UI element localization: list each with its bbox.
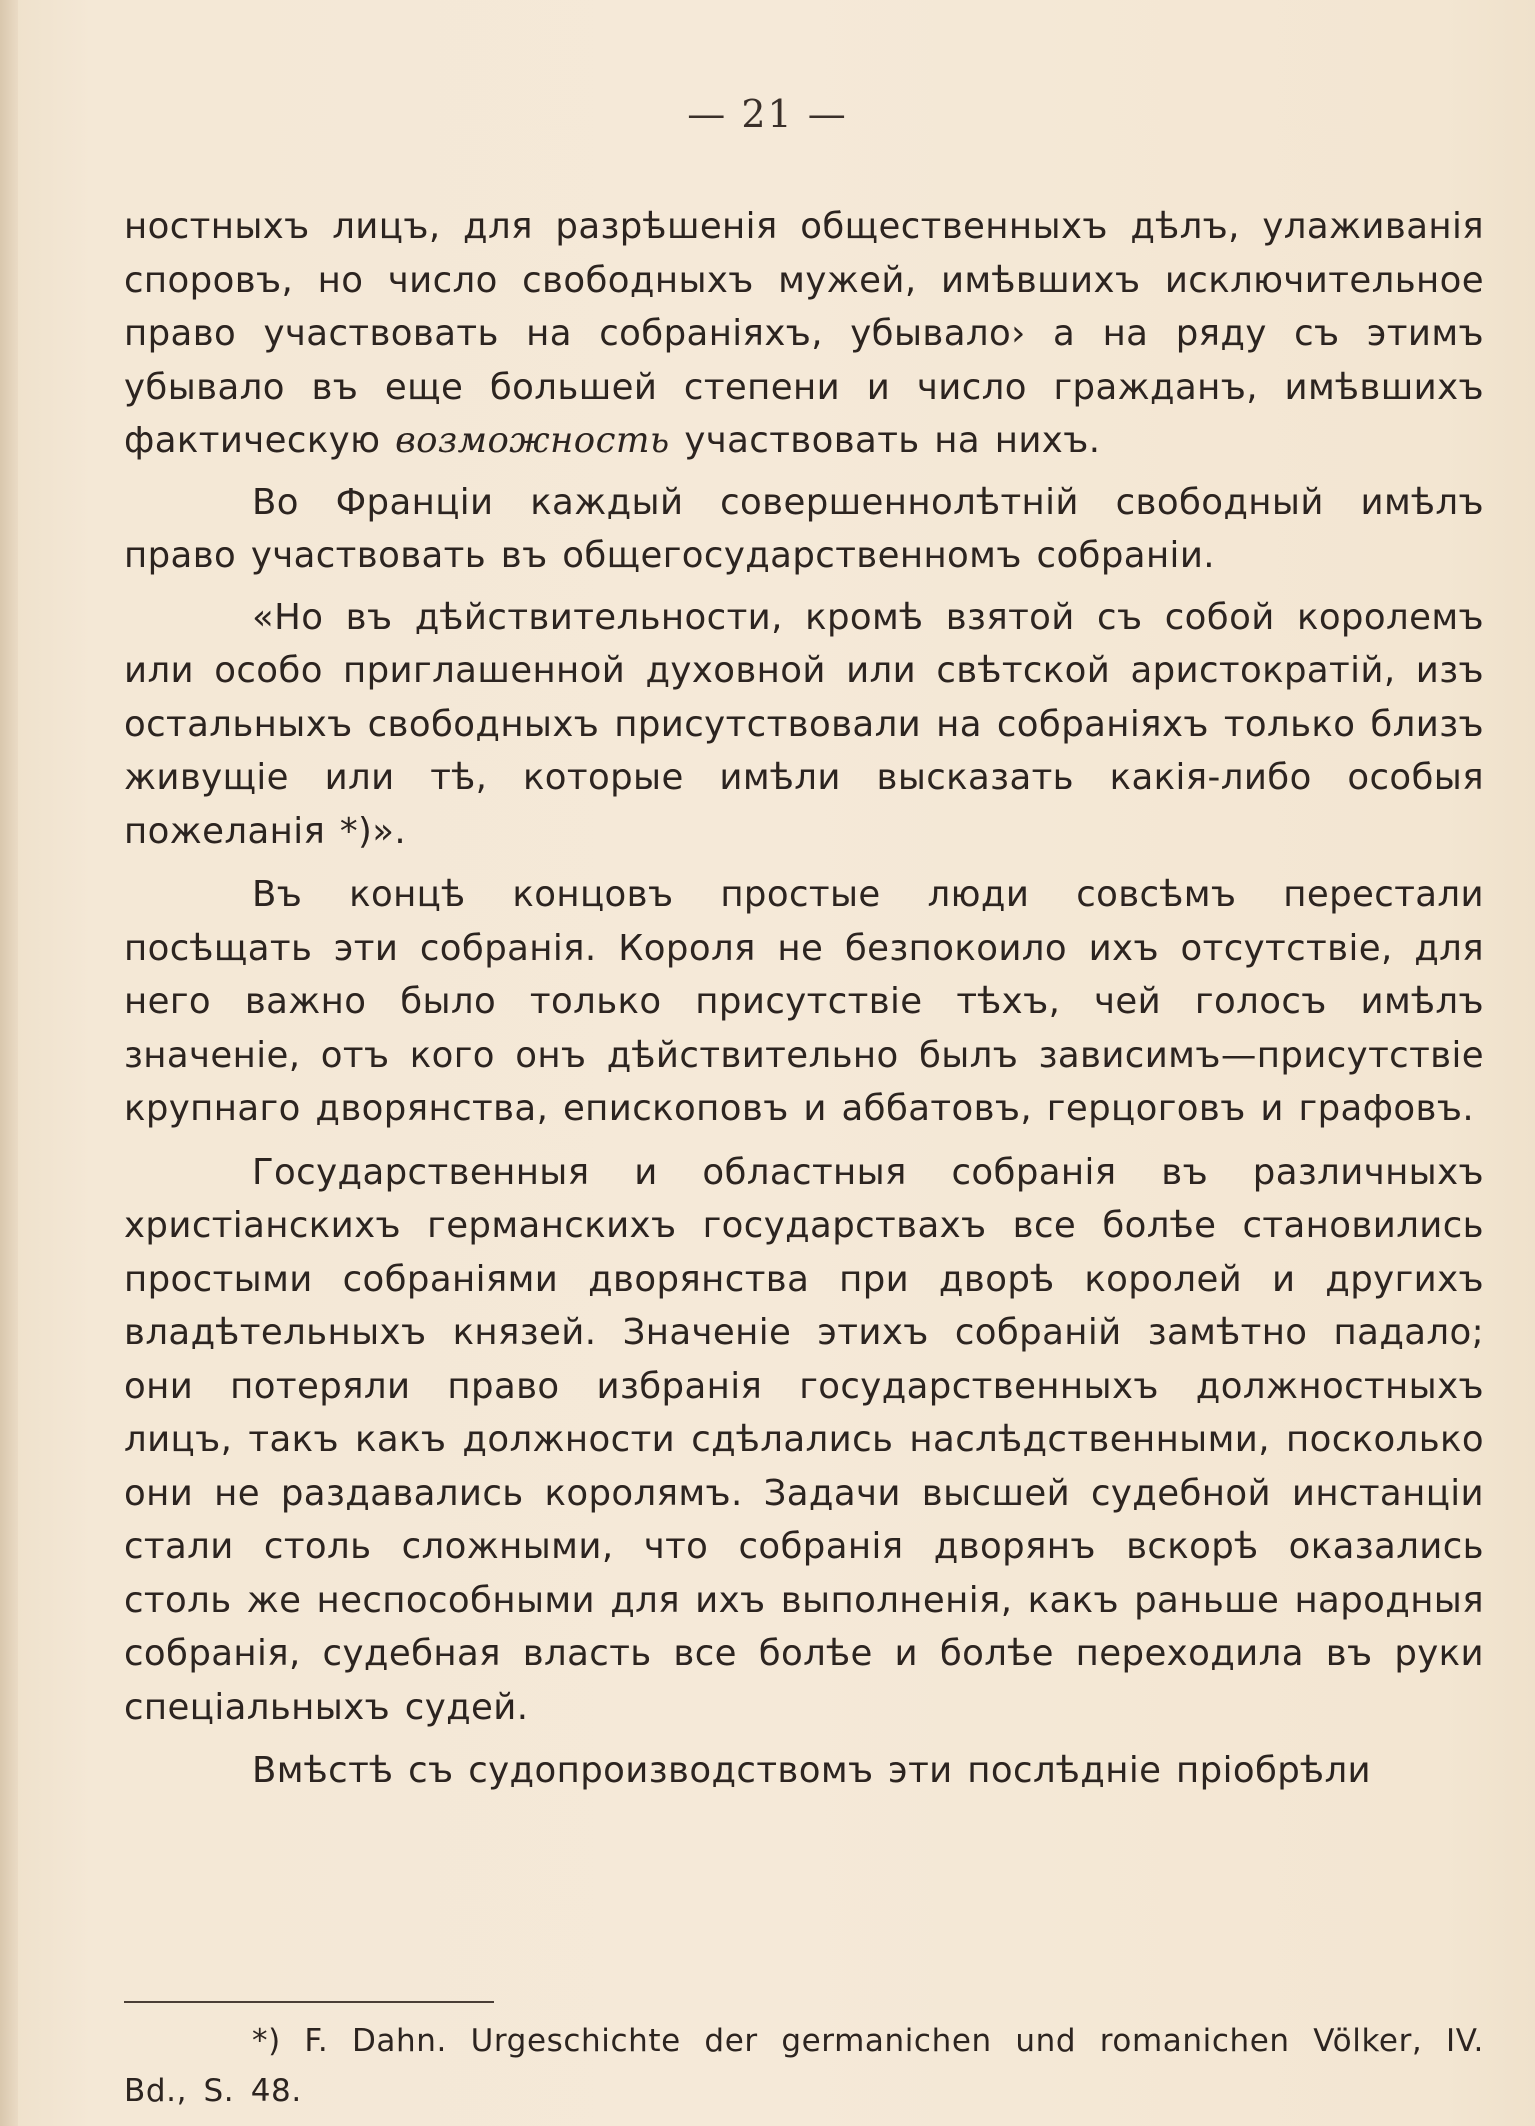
- emphasized-word: возможность: [395, 420, 670, 461]
- paragraph-1-text: ностныхъ лицъ, для разрѣшенія общественныхъ дѣлъ, улаживанія споровъ, но число свободныхъ мужей, имѣвшихъ исключительное право участвовать на собраніяхъ, убывало› а на ряду съ этимъ убывало въ еще большей степени и число гражданъ, имѣвшихъ фактическую: [124, 206, 1484, 461]
- page-spine-shadow: [0, 0, 18, 2126]
- paragraph-5: Государственныя и областныя собранія въ различныхъ христіанскихъ германскихъ государствахъ все болѣе становились простыми собраніями дворянства при дворѣ королей и другихъ владѣтельныхъ князей. Значеніе этихъ собраній замѣтно падало; они потеряли право избранія государственныхъ должностныхъ лицъ, такъ какъ должности сдѣлались наслѣдственными, посколько они не раздавались королямъ. Задачи высшей судебной инстанціи стали столь сложными, что собранія дворянъ вскорѣ оказались столь же неспособными для ихъ выполненія, какъ раньше народныя собранія, судебная власть все болѣе и болѣе переходила въ руки спеціальныхъ судей.: [124, 1151, 1484, 1728]
- page-number: — 21 —: [687, 92, 848, 136]
- paragraph-1: [124, 200, 1484, 468]
- paragraph-2: Во Франціи каждый совершеннолѣтній свободный имѣлъ право участвовать въ общегосударственномъ собраніи.: [124, 481, 1484, 576]
- paragraph-4: Въ концѣ концовъ простые люди совсѣмъ перестали посѣщать эти собранія. Короля не безпокоило ихъ отсутствіе, для него важно было только присутствіе тѣхъ, чей голосъ имѣлъ значеніе, отъ кого онъ дѣйствительно былъ зависимъ—присутствіе крупнаго дворянства, епископовъ и аббатовъ, герцоговъ и графовъ.: [124, 874, 1484, 1129]
- footnote: [124, 2016, 1484, 2116]
- paragraph-1-end: участвовать на нихъ.: [669, 420, 1101, 461]
- footnote-divider: [124, 2001, 494, 2003]
- footnote-text: *) F. Dahn. Urgeschichte der germanichen und romanichen Völker, IV. Bd., S. 48.: [124, 2023, 1484, 2109]
- body-text: [124, 200, 1484, 1798]
- paragraph-6: Вмѣстѣ съ судопроизводствомъ эти послѣдніе пріобрѣли: [252, 1750, 1372, 1791]
- paragraph-3-quote: «Но въ дѣйствительности, кромѣ взятой съ собой королемъ или особо приглашенной духовной или свѣтской аристократій, изъ остальныхъ свободныхъ присутствовали на собраніяхъ только близъ живущіе или тѣ, которые имѣли высказать какія-либо особыя пожеланія *)».: [124, 596, 1484, 852]
